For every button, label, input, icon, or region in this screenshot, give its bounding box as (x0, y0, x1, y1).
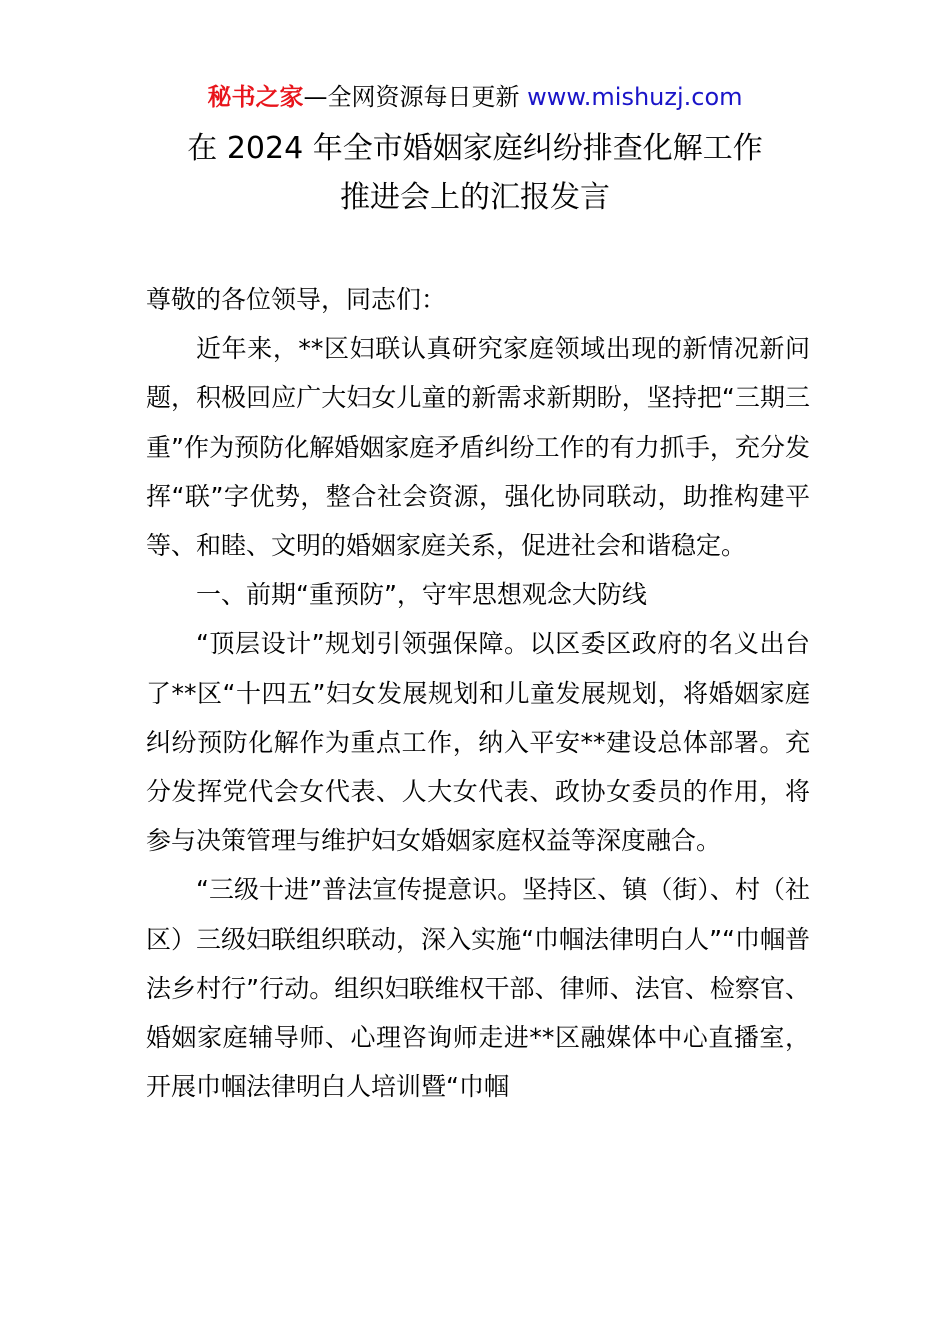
salutation: 尊敬的各位领导，同志们： (146, 285, 447, 314)
document-body (146, 275, 810, 1111)
brand-name: 秘书之家 (207, 83, 304, 111)
document-title-line-1: 在 2024 年全市婚姻家庭纠纷排查化解工作 (187, 131, 763, 166)
section-heading-1: 一、前期“重预防”，守牢思想观念大防线 (196, 580, 647, 610)
site-tagline: —全网资源每日更新 (303, 83, 528, 111)
paragraph-top-level-design: “顶层设计”规划引领强保障。以区委区政府的名义出台了**区“十四五”妇女发展规划和儿童发展规划，将婚姻家庭纠纷预防化解作为重点工作，纳入平安**建设总体部署。充分发挥党代会女代表、人大女代表、政协女委员的作用，将参与决策管理与维护妇女婚姻家庭权益等深度融合。 (146, 629, 810, 856)
site-banner (0, 80, 950, 114)
site-url-link[interactable]: www.mishuzj.com (527, 83, 743, 111)
paragraph-intro: 近年来，**区妇联认真研究家庭领域出现的新情况新问题，积极回应广大妇女儿童的新需求新期盼，坚持把“三期三重”作为预防化解婚姻家庭矛盾纠纷工作的有力抓手，充分发挥“联”字优势，整合社会资源，强化协同联动，助推构建平等、和睦、文明的婚姻家庭关系，促进社会和谐稳定。 (146, 334, 810, 561)
document-title-line-2: 推进会上的汇报发言 (340, 180, 610, 215)
paragraph-legal-publicity: “三级十进”普法宣传提意识。坚持区、镇（街）、村（社区）三级妇联组织联动，深入实施“巾帼法律明白人”“巾帼普法乡村行”行动。组织妇联维权干部、律师、法官、检察官、婚姻家庭辅导师、心理咨询师走进**区融媒体中心直播室，开展巾帼法律明白人培训暨“巾帼 (146, 875, 810, 1102)
